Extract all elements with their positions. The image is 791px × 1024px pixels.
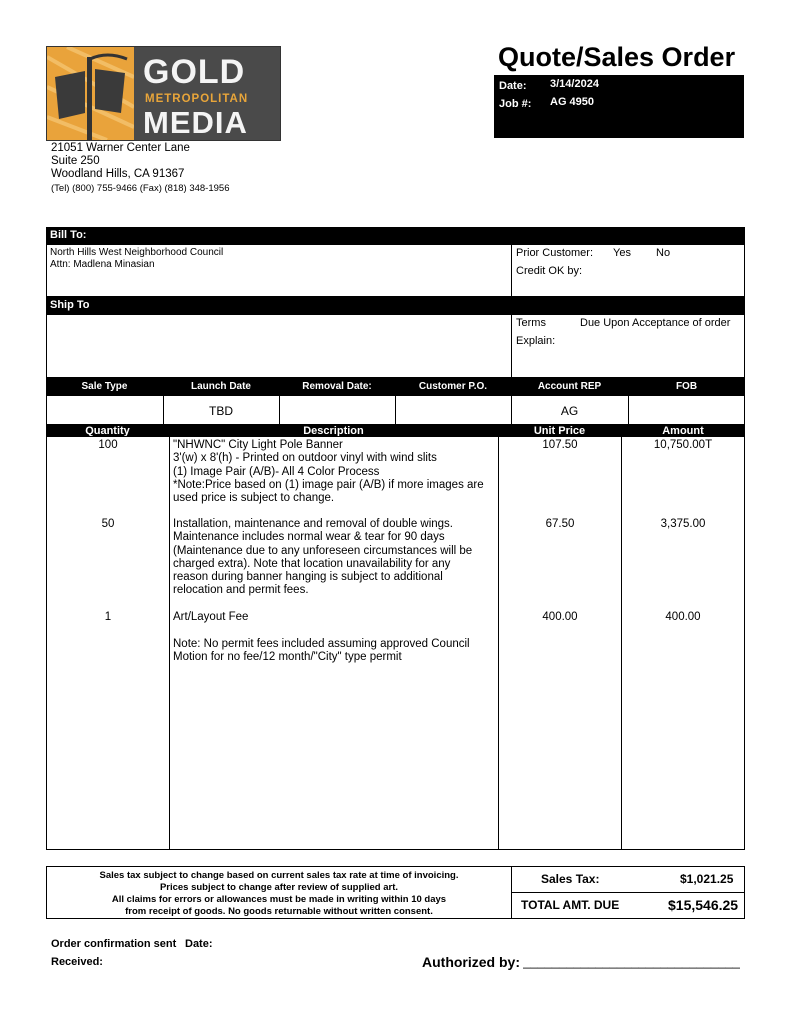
footer-note-4: from receipt of goods. No goods returnable without written consent. [125, 906, 433, 917]
fob-header: FOB [675, 381, 698, 392]
document-title: Quote/Sales Order [498, 42, 736, 72]
explain-label: Explain: [516, 335, 556, 347]
unit-price-header: Unit Price [533, 425, 586, 436]
item-2-unit-price: 67.50 [545, 518, 575, 530]
bill-to-attn: Attn: Madlena Minasian [50, 259, 155, 270]
job-value: AG 4950 [550, 96, 595, 108]
terms-value: Due Upon Acceptance of order [580, 317, 731, 329]
terms-label: Terms [516, 317, 546, 329]
sale-info-header [46, 378, 745, 395]
item-2-description: Installation, maintenance and removal of double wings. Maintenance includes normal wear & tear for 90 days (Maintenance due to any unforeseen circumstances will be charged extra). Note that location unavailability for any reason during banner hanging is subject to additional relocation and permit fees. [173, 518, 473, 597]
date-job-box [494, 75, 744, 138]
item-3-unit-price: 400.00 [542, 611, 578, 623]
prior-customer-no[interactable]: No [656, 247, 671, 259]
item-3-description: Art/Layout Fee Note: No permit fees included assuming approved Council Motion for no fee/12 month/"City" type permit [173, 611, 470, 663]
ship-to-label: Ship To [50, 299, 90, 311]
authorized-signature-line[interactable]: ______________________________ [523, 954, 740, 969]
logo-text-gold: GOLD [143, 53, 246, 91]
authorized-by-label: Authorized by: [422, 954, 520, 970]
bill-to-divider [511, 244, 512, 297]
bill-to-name: North Hills West Neighborhood Council [50, 247, 224, 258]
item-2-amount: 3,375.00 [660, 518, 706, 530]
item-1-amount: 10,750.00T [653, 439, 713, 451]
account-rep-header: Account REP [537, 381, 602, 392]
sale-divider-2 [279, 395, 280, 425]
received-label: Received: [51, 956, 103, 968]
total-value: $15,546.25 [668, 897, 739, 913]
amount-header: Amount [662, 425, 704, 436]
footer-note-1: Sales tax subject to change based on current sales tax rate at time of invoicing. [99, 870, 459, 881]
company-logo [46, 46, 281, 141]
logo-text-metropolitan: METROPOLITAN [145, 93, 249, 105]
launch-date-header: Launch Date [190, 381, 251, 392]
removal-date-header: Removal Date: [302, 381, 372, 392]
items-header [46, 425, 745, 436]
date-label: Date: [499, 80, 527, 92]
description-header: Description [303, 425, 364, 436]
date-value: 3/14/2024 [550, 78, 599, 90]
sale-type-header: Sale Type [81, 381, 128, 392]
prior-customer-label: Prior Customer: [516, 247, 594, 259]
prior-customer-yes[interactable]: Yes [613, 247, 631, 259]
items-divider-3 [621, 436, 622, 850]
phone-fax: (Tel) (800) 755-9466 (Fax) (818) 348-1956 [51, 183, 230, 194]
launch-date-value: TBD [209, 404, 233, 418]
footer-hline [511, 892, 745, 893]
sale-divider-3 [395, 395, 396, 425]
bill-to-label: Bill To: [50, 229, 87, 241]
ship-to-bar [46, 297, 745, 314]
ship-to-divider [511, 314, 512, 378]
address-line-1: 21051 Warner Center Lane [51, 142, 190, 154]
sales-tax-label: Sales Tax: [541, 872, 600, 886]
quantity-header: Quantity [85, 425, 130, 436]
lamp-post-graphic [47, 47, 134, 140]
sale-divider-5 [628, 395, 629, 425]
total-label: TOTAL AMT. DUE [521, 898, 620, 912]
bill-to-bar [46, 227, 745, 244]
footer-note-3: All claims for errors or allowances must be made in writing within 10 days [111, 894, 447, 905]
item-1-unit-price: 107.50 [542, 439, 578, 451]
address-line-2: Suite 250 [51, 155, 100, 167]
item-3-amount: 400.00 [665, 611, 701, 623]
item-2-quantity: 50 [101, 518, 115, 530]
item-1-quantity: 100 [98, 439, 118, 451]
job-label: Job #: [499, 98, 532, 110]
order-confirmation-label: Order confirmation sent [51, 938, 177, 950]
logo-text-media: MEDIA [143, 105, 248, 140]
account-rep-value: AG [560, 404, 579, 418]
item-3-quantity: 1 [104, 611, 112, 623]
order-date-label: Date: [185, 938, 213, 950]
sales-tax-value: $1,021.25 [680, 872, 734, 886]
items-divider-2 [498, 436, 499, 850]
customer-po-header: Customer P.O. [418, 381, 488, 392]
address-line-3: Woodland Hills, CA 91367 [51, 168, 185, 180]
items-divider-1 [169, 436, 170, 850]
item-1-description: "NHWNC" City Light Pole Banner 3'(w) x 8'(h) - Printed on outdoor vinyl with wind slits (1) Image Pair (A/B)- All 4 Color Process *Note:Price based on (1) image pair (A/B) if more images are used price is subject to change. [173, 439, 484, 505]
footer-note-2: Prices subject to change after review of supplied art. [159, 882, 399, 893]
credit-ok-label: Credit OK by: [516, 265, 583, 277]
